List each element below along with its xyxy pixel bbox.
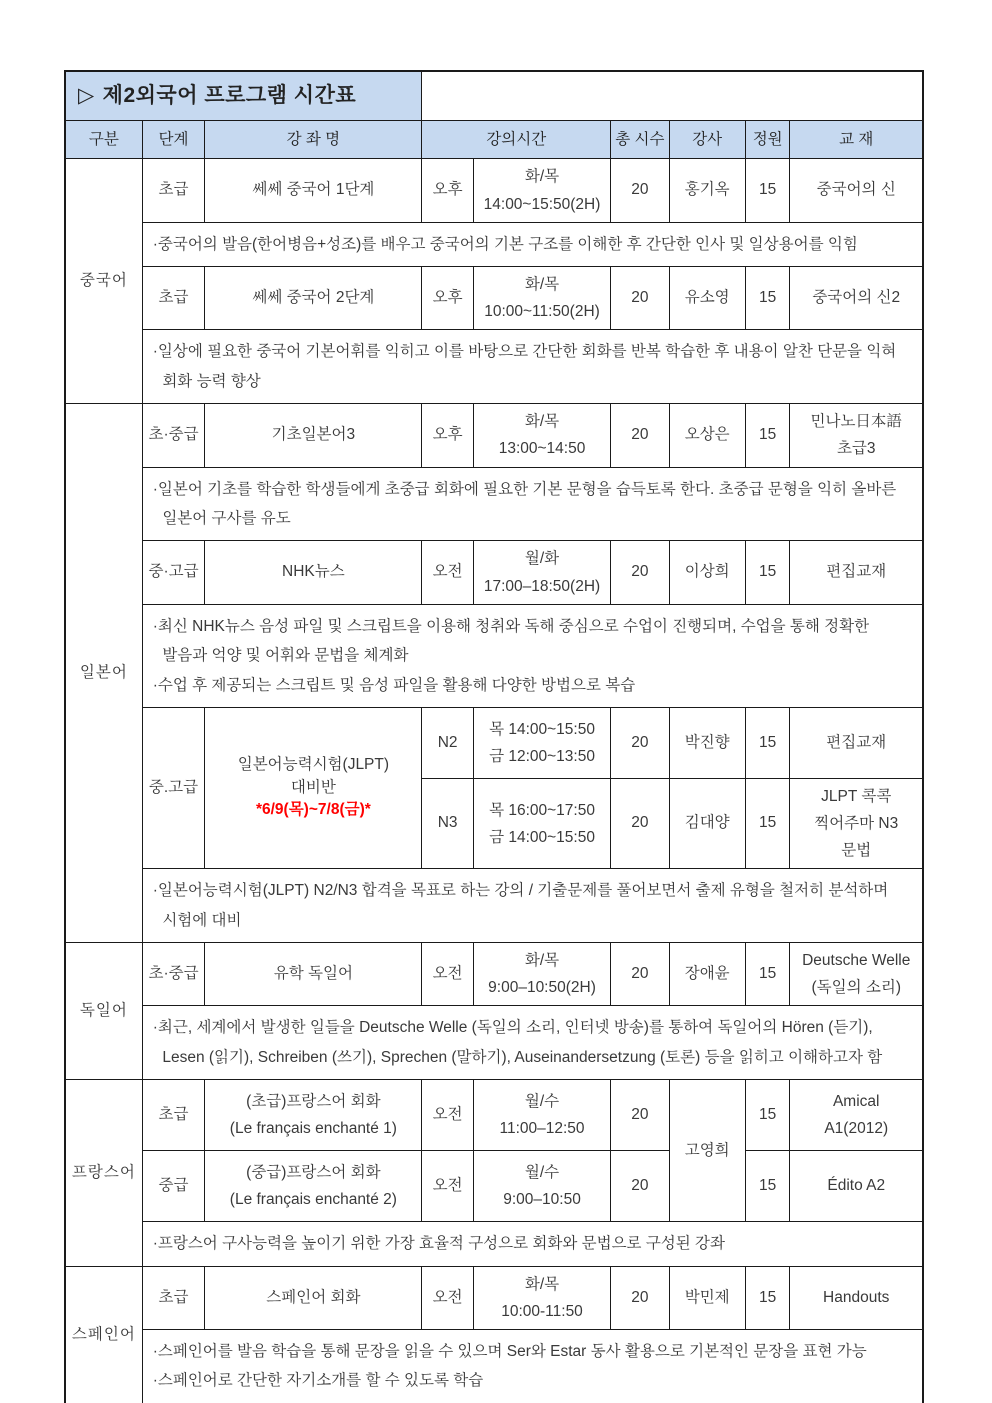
textbook-line: Amical xyxy=(832,1093,880,1111)
header-textbook: 교 재 xyxy=(790,121,923,159)
course-name-line: 대비반 xyxy=(290,778,336,796)
hours-cell: 20 xyxy=(611,1080,669,1151)
textbook-cell: 편집교재 xyxy=(790,707,923,778)
course-name-line: (중급)프랑스어 회화 xyxy=(246,1164,381,1182)
course-name-line: (초급)프랑스어 회화 xyxy=(246,1093,381,1111)
ampm-cell: 오후 xyxy=(422,159,473,222)
row-japanese-nhk-desc xyxy=(65,604,923,707)
schedule-time: 17:00–18:50(2H) xyxy=(483,577,601,595)
row-chinese-desc-1 xyxy=(65,222,923,266)
row-german-desc xyxy=(65,1006,923,1080)
ampm-cell: 오전 xyxy=(422,1266,473,1329)
row-spanish-course xyxy=(65,1266,923,1329)
hours-cell: 20 xyxy=(611,1151,669,1222)
schedule-cell xyxy=(473,778,610,868)
course-name-cell xyxy=(205,707,422,868)
textbook-cell: 중국어의 신2 xyxy=(790,267,923,330)
instructor-cell: 고영희 xyxy=(669,1080,745,1222)
capacity-cell: 15 xyxy=(745,1151,790,1222)
row-french-course-1 xyxy=(65,1080,923,1151)
schedule-line: 목 14:00~15:50 xyxy=(489,720,595,738)
description-line: ·최신 NHK뉴스 음성 파일 및 스크립트을 이용해 청취와 독해 중심으로 수업이 진행되며, 수업을 통해 정확한 발음과 억양 및 어휘와 문법을 체계화 xyxy=(152,617,870,665)
level-cell: 중·고급 xyxy=(142,541,205,604)
title-row xyxy=(65,71,923,121)
row-spanish-desc xyxy=(65,1330,923,1403)
capacity-cell: 15 xyxy=(745,541,790,604)
capacity-cell: 15 xyxy=(745,778,790,868)
hours-cell: 20 xyxy=(611,541,669,604)
course-name-cell: 스페인어 회화 xyxy=(205,1266,422,1329)
ampm-cell: 오전 xyxy=(422,541,473,604)
level-cell: 초급 xyxy=(142,267,205,330)
schedule-time: 11:00–12:50 xyxy=(499,1120,585,1138)
textbook-line: 문법 xyxy=(841,842,872,860)
textbook-line: 초급3 xyxy=(836,440,876,458)
row-japanese-basic-desc xyxy=(65,467,923,541)
schedule-cell xyxy=(473,707,610,778)
header-capacity: 정원 xyxy=(745,121,790,159)
schedule-days: 월/수 xyxy=(524,1093,560,1111)
capacity-cell: 15 xyxy=(745,1080,790,1151)
level-cell: 중.고급 xyxy=(142,707,205,868)
level-cell: 초급 xyxy=(142,1266,205,1329)
course-name-line: (Le français enchanté 2) xyxy=(229,1191,397,1209)
schedule-cell xyxy=(473,267,610,330)
schedule-line: 금 12:00~13:50 xyxy=(489,747,595,765)
instructor-cell: 박민제 xyxy=(669,1266,745,1329)
textbook-cell xyxy=(790,943,923,1006)
textbook-line: JLPT 콕콕 xyxy=(821,787,892,805)
header-category: 구분 xyxy=(65,121,142,159)
course-name-cell: 기초일본어3 xyxy=(205,404,422,467)
row-japanese-basic xyxy=(65,404,923,467)
ampm-cell: 오후 xyxy=(422,404,473,467)
textbook-cell: Édito A2 xyxy=(790,1151,923,1222)
ampm-cell: 오전 xyxy=(422,1080,473,1151)
instructor-cell: 이상희 xyxy=(669,541,745,604)
category-cell-french: 프랑스어 xyxy=(65,1080,142,1266)
schedule-time: 10:00~11:50(2H) xyxy=(484,303,600,321)
schedule-days: 화/목 xyxy=(524,276,560,294)
description-cell xyxy=(142,467,923,541)
level-cell: 초·중급 xyxy=(142,943,205,1006)
schedule-cell xyxy=(473,1266,610,1329)
instructor-cell: 김대양 xyxy=(669,778,745,868)
description-line: ·프랑스어 구사능력을 높이기 위한 가장 효율적 구성으로 회화와 문법으로 구성된 강좌 xyxy=(152,1235,726,1253)
hours-cell: 20 xyxy=(611,404,669,467)
jlpt-level-cell: N2 xyxy=(422,707,473,778)
capacity-cell: 15 xyxy=(745,943,790,1006)
description-cell xyxy=(142,1222,923,1266)
ampm-cell: 오전 xyxy=(422,943,473,1006)
description-line: ·스페인어로 간단한 자기소개를 할 수 있도록 학습 xyxy=(152,1372,484,1390)
page-title xyxy=(65,71,422,121)
schedule-time: 13:00~14:50 xyxy=(498,440,586,458)
schedule-time: 14:00~15:50(2H) xyxy=(483,195,601,213)
page-title-text: 제2외국어 프로그램 시간표 xyxy=(102,84,357,107)
description-cell xyxy=(142,604,923,707)
schedule-cell xyxy=(473,541,610,604)
course-name-line: 일본어능력시험(JLPT) xyxy=(237,756,390,774)
description-line: ·스페인어를 발음 학습을 통해 문장을 읽을 수 있으며 Ser와 Estar 동사 활용으로 기본적인 문장을 표현 가능 xyxy=(152,1343,867,1360)
header-level: 단계 xyxy=(142,121,205,159)
course-name-cell: 유학 독일어 xyxy=(205,943,422,1006)
hours-cell: 20 xyxy=(611,707,669,778)
capacity-cell: 15 xyxy=(745,1266,790,1329)
row-french-desc xyxy=(65,1222,923,1266)
schedule-time: 10:00-11:50 xyxy=(501,1302,583,1320)
course-date-note: *6/9(목)~7/8(금)* xyxy=(255,801,371,819)
hours-cell: 20 xyxy=(611,1266,669,1329)
ampm-cell: 오후 xyxy=(422,267,473,330)
ampm-cell: 오전 xyxy=(422,1151,473,1222)
level-cell: 중급 xyxy=(142,1151,205,1222)
header-time: 강의시간 xyxy=(422,121,611,159)
course-name-cell: 쎄쎄 중국어 1단계 xyxy=(205,159,422,222)
capacity-cell: 15 xyxy=(745,707,790,778)
schedule-days: 화/목 xyxy=(524,413,560,431)
schedule-days: 화/목 xyxy=(524,168,560,186)
hours-cell: 20 xyxy=(611,778,669,868)
header-row xyxy=(65,121,923,159)
row-german-course xyxy=(65,943,923,1006)
textbook-cell: 편집교재 xyxy=(790,541,923,604)
level-cell: 초·중급 xyxy=(142,404,205,467)
hours-cell: 20 xyxy=(611,267,669,330)
description-cell xyxy=(142,869,923,943)
textbook-line: A1(2012) xyxy=(824,1120,889,1138)
row-chinese-course-2 xyxy=(65,267,923,330)
description-line: ·일본어능력시험(JLPT) N2/N3 합격을 목표로 하는 강의 / 기출문제를 풀어보면서 출제 유형을 철저히 분석하며 시험에 대비 xyxy=(152,882,889,929)
header-course: 강 좌 명 xyxy=(205,121,422,159)
description-line: ·수업 후 제공되는 스크립트 및 음성 파일을 활용해 다양한 방법으로 복습 xyxy=(152,676,636,694)
description-cell xyxy=(142,222,923,266)
header-instructor: 강사 xyxy=(669,121,745,159)
description-line: ·중국어의 발음(한어병음+성조)를 배우고 중국어의 기본 구조를 이해한 후 간단한 인사 및 일상용어를 익힘 xyxy=(152,235,858,253)
jlpt-level-cell: N3 xyxy=(422,778,473,868)
description-cell xyxy=(142,1330,923,1403)
language-program-timetable xyxy=(64,70,924,1403)
instructor-cell: 유소영 xyxy=(669,267,745,330)
schedule-days: 화/목 xyxy=(524,1275,560,1293)
instructor-cell: 홍기옥 xyxy=(669,159,745,222)
title-empty-cell xyxy=(422,71,923,121)
capacity-cell: 15 xyxy=(745,404,790,467)
course-name-line: (Le français enchanté 1) xyxy=(229,1120,397,1138)
schedule-days: 월/화 xyxy=(524,550,560,568)
schedule-cell xyxy=(473,1151,610,1222)
textbook-line: 민나노日本語 xyxy=(810,413,902,431)
textbook-cell xyxy=(790,404,923,467)
triangle-marker-icon: ▷ xyxy=(78,84,95,107)
course-name-cell xyxy=(205,1080,422,1151)
schedule-days: 화/목 xyxy=(524,952,560,970)
textbook-cell: Handouts xyxy=(790,1266,923,1329)
category-cell-japanese: 일본어 xyxy=(65,404,142,943)
capacity-cell: 15 xyxy=(745,267,790,330)
course-name-cell: NHK뉴스 xyxy=(205,541,422,604)
schedule-time: 9:00–10:50(2H) xyxy=(488,979,596,997)
category-cell-spanish: 스페인어 xyxy=(65,1266,142,1403)
instructor-cell: 장애윤 xyxy=(669,943,745,1006)
schedule-cell xyxy=(473,159,610,222)
textbook-line: (독일의 소리) xyxy=(811,979,901,997)
hours-cell: 20 xyxy=(611,159,669,222)
row-french-course-2 xyxy=(65,1151,923,1222)
description-line: ·일본어 기초를 학습한 학생들에게 초중급 회화에 필요한 기본 문형을 습득토록 한다. 초중급 문형을 익히 올바른 일본어 구사를 유도 xyxy=(152,480,897,527)
schedule-cell xyxy=(473,1080,610,1151)
schedule-days: 월/수 xyxy=(524,1164,560,1182)
description-cell xyxy=(142,1006,923,1080)
header-hours: 총 시수 xyxy=(611,121,669,159)
schedule-line: 금 14:00~15:50 xyxy=(489,828,595,846)
capacity-cell: 15 xyxy=(745,159,790,222)
row-japanese-jlpt-desc xyxy=(65,869,923,943)
description-cell xyxy=(142,330,923,404)
textbook-cell xyxy=(790,778,923,868)
schedule-time: 9:00–10:50 xyxy=(503,1191,581,1209)
textbook-cell: 중국어의 신 xyxy=(790,159,923,222)
instructor-cell: 박진향 xyxy=(669,707,745,778)
textbook-line: Deutsche Welle xyxy=(802,952,911,970)
schedule-line: 목 16:00~17:50 xyxy=(489,801,595,819)
schedule-cell xyxy=(473,943,610,1006)
row-japanese-jlpt-n2 xyxy=(65,707,923,778)
course-name-cell xyxy=(205,1151,422,1222)
hours-cell: 20 xyxy=(611,943,669,1006)
schedule-cell xyxy=(473,404,610,467)
level-cell: 초급 xyxy=(142,1080,205,1151)
row-chinese-course-1 xyxy=(65,159,923,222)
instructor-cell: 오상은 xyxy=(669,404,745,467)
category-cell-chinese: 중국어 xyxy=(65,159,142,404)
course-name-cell: 쎄쎄 중국어 2단계 xyxy=(205,267,422,330)
description-line: ·일상에 필요한 중국어 기본어휘를 익히고 이를 바탕으로 간단한 회화를 반복 학습한 후 내용이 알찬 단문을 익혀 회화 능력 향상 xyxy=(152,343,897,390)
level-cell: 초급 xyxy=(142,159,205,222)
description-line: ·최근, 세계에서 발생한 일들을 Deutsche Welle (독일의 소리, 인터넷 방송)를 통하여 독일어의 Hören (듣기), Lesen (읽기), Schreiben (쓰기), Sprechen (말하기), Auseinandersetzung (토론) 등을 읽히고 이해하고자 함 xyxy=(152,1019,883,1066)
category-cell-german: 독일어 xyxy=(65,943,142,1080)
textbook-line: 찍어주마 N3 xyxy=(814,815,899,833)
textbook-cell xyxy=(790,1080,923,1151)
row-japanese-nhk xyxy=(65,541,923,604)
row-chinese-desc-2 xyxy=(65,330,923,404)
